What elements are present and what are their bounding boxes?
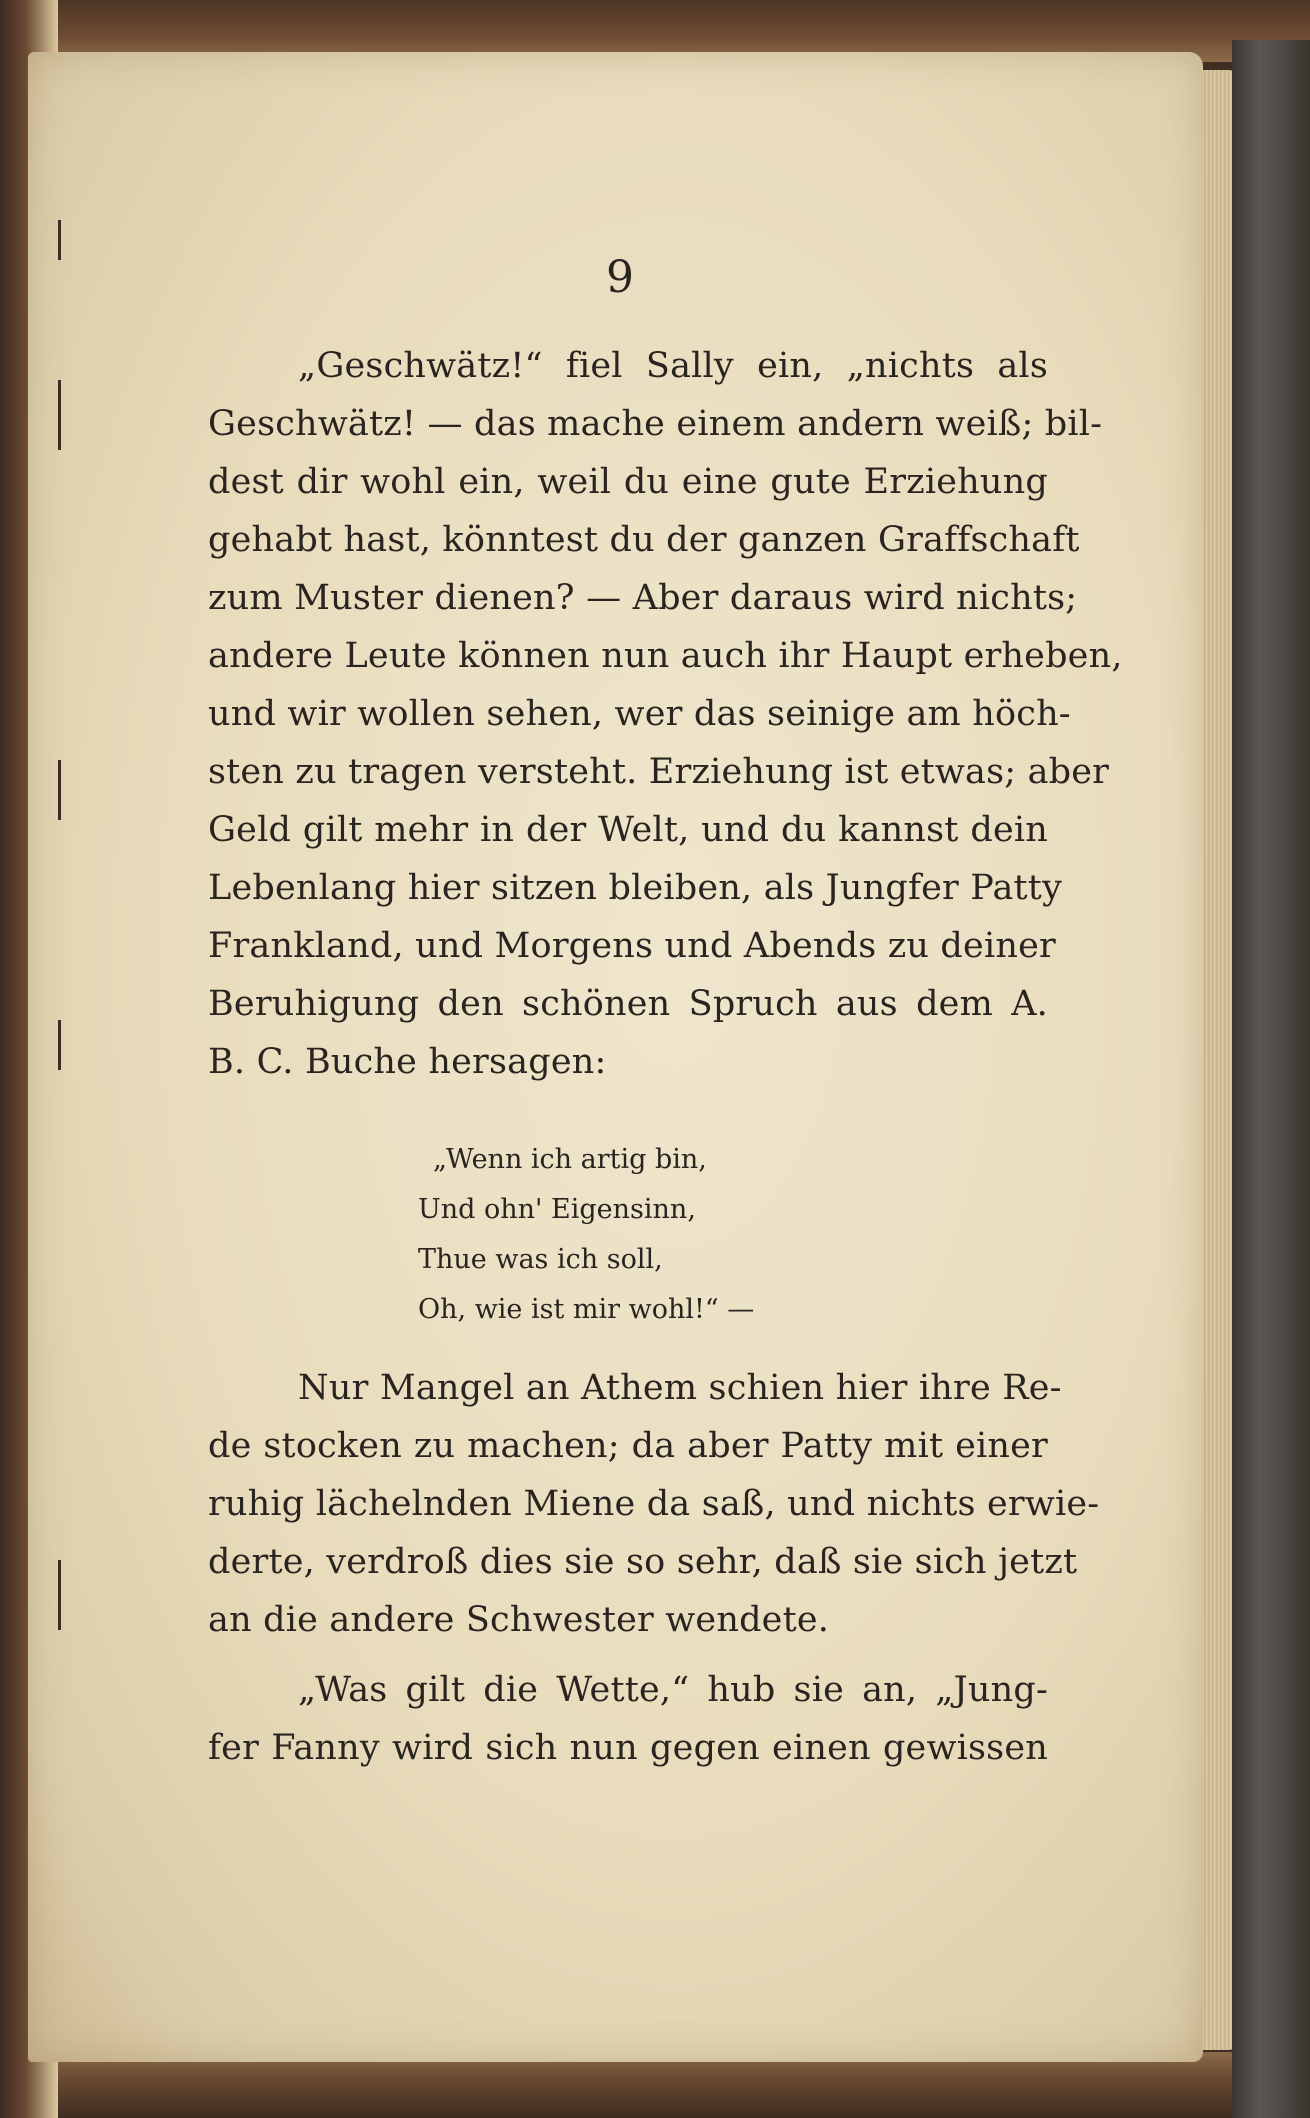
verse-line: „Wenn ich artig bin, [433, 1144, 707, 1175]
text-line: ruhig lächelnden Miene da saß, und nichts erwie- [208, 1484, 1100, 1524]
text-line: dest dir wohl ein, weil du eine gute Erziehung [208, 462, 1048, 502]
text-line: andere Leute können nun auch ihr Haupt erheben, [208, 636, 1123, 676]
text-line: gehabt hast, könntest du der ganzen Graffschaft [208, 520, 1080, 560]
text-line: sten zu tragen versteht. Erziehung ist etwas; aber [208, 752, 1110, 792]
text-line: „Was gilt die Wette,“ hub sie an, „Jung- [298, 1670, 1048, 1710]
margin-mark [58, 380, 61, 450]
verse-line: Oh, wie ist mir wohl!“ — [418, 1294, 755, 1325]
margin-mark [58, 760, 61, 820]
text-line: Beruhigung den schönen Spruch aus dem A. [208, 984, 1048, 1024]
book-cover-right [1232, 40, 1310, 2118]
text-line: und wir wollen sehen, wer das seinige am höch- [208, 694, 1071, 734]
margin-mark [58, 1020, 61, 1070]
margin-mark [58, 1560, 61, 1630]
text-line: Lebenlang hier sitzen bleiben, als Jungfer Patty [208, 868, 1063, 908]
text-line: Geschwätz! — das mache einem andern weiß; bil- [208, 404, 1103, 444]
text-line: fer Fanny wird sich nun gegen einen gewissen [208, 1728, 1048, 1768]
text-line: „Geschwätz!“ fiel Sally ein, „nichts als [298, 346, 1048, 386]
text-line: an die andere Schwester wendete. [208, 1600, 830, 1640]
text-line: derte, verdroß dies sie so sehr, daß sie sich jetzt [208, 1542, 1078, 1582]
margin-mark [58, 220, 61, 260]
verse-line: Und ohn' Eigensinn, [418, 1194, 696, 1225]
text-line: B. C. Buche hersagen: [208, 1042, 607, 1082]
page-number: 9 [606, 252, 634, 303]
text-line: Frankland, und Morgens und Abends zu deiner [208, 926, 1056, 966]
text-line: Nur Mangel an Athem schien hier ihre Re- [298, 1368, 1062, 1408]
text-line: zum Muster dienen? — Aber daraus wird nichts; [208, 578, 1078, 618]
verse-line: Thue was ich soll, [418, 1244, 663, 1275]
text-line: de stocken zu machen; da aber Patty mit einer [208, 1426, 1048, 1466]
text-line: Geld gilt mehr in der Welt, und du kannst dein [208, 810, 1048, 850]
